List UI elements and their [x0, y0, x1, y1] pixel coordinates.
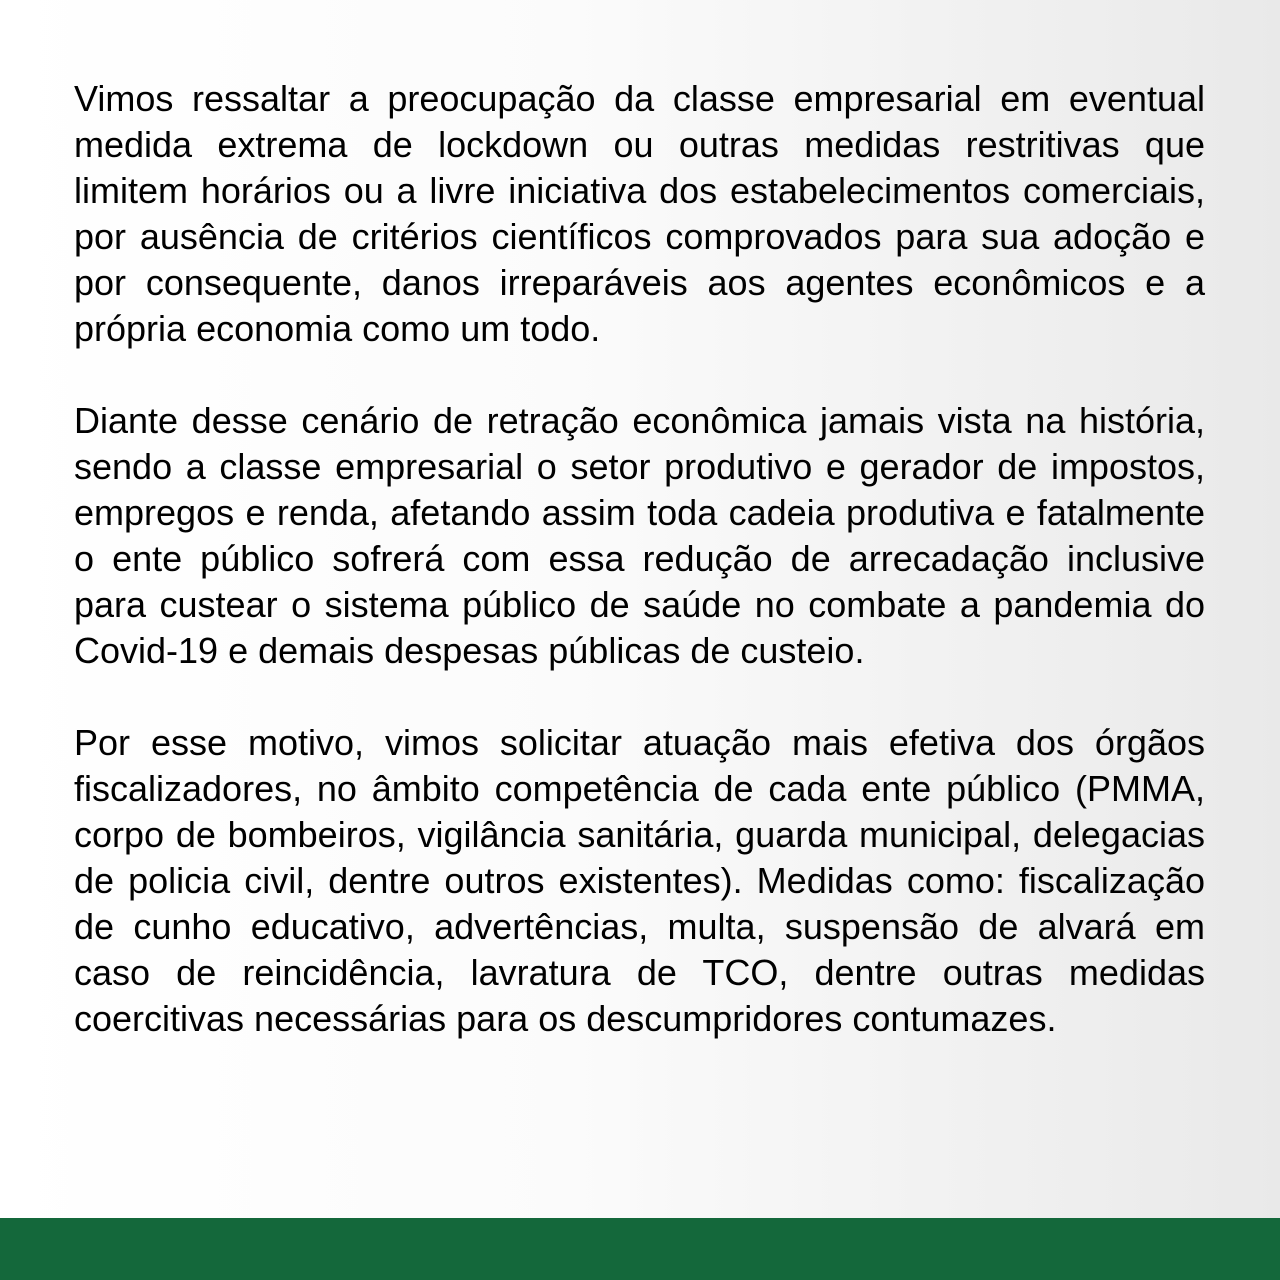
- paragraph-enforcement-request: Por esse motivo, vimos solicitar atuação mais efetiva dos órgãos fiscalizadores, no âmbito competência de cada ente público (PMMA, corpo de bombeiros, vigilância sanitária, guarda municipal, delegacias de policia civil, dentre outros existentes). Medidas como: fiscalização de cunho educativo, advertências, multa, suspensão de alvará em caso de reincidência, lavratura de TCO, dentre outras medidas coercitivas necessárias para os descumpridores contumazes.: [74, 722, 1205, 1039]
- footer-green-bar: [0, 1218, 1280, 1280]
- paragraph-economic-retraction: Diante desse cenário de retração econômica jamais vista na história, sendo a classe empresarial o setor produtivo e gerador de impostos, empregos e renda, afetando assim toda cadeia produtiva e fatalmente o ente público sofrerá com essa redução de arrecadação inclusive para custear o sistema público de saúde no combate a pandemia do Covid-19 e demais despesas públicas de custeio.: [74, 400, 1205, 671]
- document-body: [74, 76, 1205, 1042]
- paragraph-lockdown-concern: Vimos ressaltar a preocupação da classe empresarial em eventual medida extrema de lockdown ou outras medidas restritivas que limitem horários ou a livre iniciativa dos estabelecimentos comerciais, por ausência de critérios científicos comprovados para sua adoção e por consequente, danos irreparáveis aos agentes econômicos e a própria economia como um todo.: [74, 78, 1205, 349]
